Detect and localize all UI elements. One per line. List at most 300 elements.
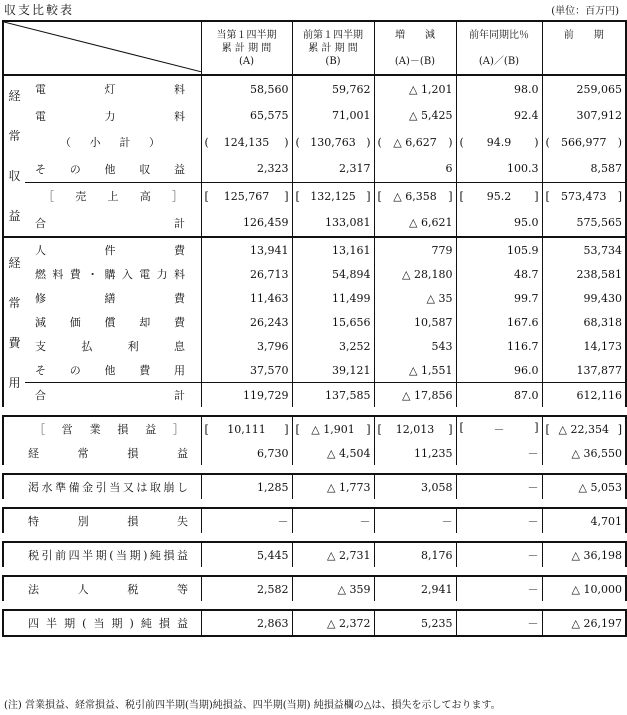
value-cell-3	[374, 358, 456, 383]
value-cell-5	[542, 237, 626, 262]
value-cell-5	[542, 129, 626, 155]
value-cell-2	[292, 129, 374, 155]
row-label-text: その他費用	[35, 364, 185, 377]
value-cell-3	[374, 103, 456, 129]
value-cell-1	[201, 237, 292, 262]
value-cell-2	[292, 310, 374, 334]
value-cell-3	[374, 155, 456, 182]
cell-value: 95.2	[486, 189, 512, 203]
value-cell-5	[542, 75, 626, 103]
cell-value: 2,863	[257, 616, 289, 630]
value-cell-1	[201, 310, 292, 334]
row-label	[25, 262, 201, 286]
value-cell-5	[542, 508, 626, 533]
side-char: 用	[8, 375, 21, 390]
value-cell-4	[456, 209, 542, 237]
cell-value: △ 5,425	[409, 109, 453, 123]
cell-value: △ 1,773	[327, 480, 371, 494]
value-cell-5	[542, 310, 626, 334]
value-cell-3	[374, 75, 456, 103]
value-cell-2	[292, 416, 374, 441]
cell-value: 167.6	[507, 315, 539, 329]
row-label	[25, 209, 201, 237]
value-cell-5	[542, 441, 626, 465]
cell-value: 137,877	[576, 363, 622, 377]
value-cell-4	[456, 286, 542, 310]
cell-value: 13,161	[332, 243, 371, 257]
cell-value: 87.0	[514, 388, 539, 402]
cell-value: 543	[431, 339, 453, 353]
value-cell-5	[542, 286, 626, 310]
cell-value: △ 1,901	[311, 422, 355, 436]
open-bracket: [	[459, 421, 464, 434]
value-cell-4	[456, 383, 542, 408]
cell-value: 13,941	[250, 243, 289, 257]
side-char: 益	[8, 209, 21, 223]
value-cell-4	[456, 610, 542, 636]
value-cell-3	[374, 286, 456, 310]
table-row	[3, 383, 626, 408]
cell-value: 2,582	[257, 582, 289, 596]
value-cell-2	[292, 441, 374, 465]
cell-value: △ 35	[426, 291, 453, 305]
close-bracket: ]	[448, 422, 453, 436]
cell-value: 126,459	[243, 216, 289, 230]
value-cell-4	[456, 508, 542, 533]
cell-value: △ 4,504	[327, 446, 371, 460]
cell-value: －	[527, 617, 539, 630]
row-label	[25, 334, 201, 358]
table-row	[3, 610, 626, 636]
value-cell-5	[542, 383, 626, 408]
value-cell-1	[201, 182, 292, 209]
column-header-line	[543, 42, 626, 55]
cell-value: △ 6,621	[409, 216, 453, 230]
cell-value: 71,001	[332, 109, 371, 123]
row-label	[25, 103, 201, 129]
value-cell-4	[456, 155, 542, 182]
column-header-line: 前第１四半期	[303, 29, 363, 41]
side-char: 常	[8, 129, 21, 143]
diagonal-corner-cell	[3, 21, 201, 75]
cell-value: △ 359	[337, 582, 371, 596]
value-cell-2	[292, 576, 374, 601]
cell-value: 566,977	[561, 135, 607, 149]
cell-value: －	[493, 423, 505, 436]
cell-value: △ 6,627	[393, 135, 437, 149]
row-label-text: 電力料	[35, 109, 185, 123]
value-cell-1	[201, 334, 292, 358]
open-bracket: [	[377, 422, 382, 436]
row-label-text: ［売上高］	[43, 190, 183, 204]
cell-value: 39,121	[332, 363, 371, 377]
value-cell-1	[201, 129, 292, 155]
cell-value: 2,317	[339, 162, 371, 176]
cell-value: 26,243	[250, 315, 289, 329]
value-cell-5	[542, 103, 626, 129]
value-cell-2	[292, 155, 374, 182]
value-cell-2	[292, 610, 374, 636]
side-char: 収	[8, 169, 21, 183]
cell-value: 132,125	[310, 189, 356, 203]
value-cell-2	[292, 182, 374, 209]
row-label-text: 合計	[35, 389, 185, 402]
row-label-text: 減価償却費	[35, 316, 185, 329]
column-header-line: (A)／(B)	[478, 55, 520, 67]
value-cell-5	[542, 610, 626, 636]
cell-value: 137,585	[325, 388, 371, 402]
cell-value: 8,587	[590, 162, 622, 176]
value-cell-1	[201, 358, 292, 383]
column-header-1	[201, 21, 292, 75]
cell-value: 119,729	[243, 388, 289, 402]
cell-value: 6,730	[257, 446, 289, 460]
cell-value: △ 1,201	[409, 82, 453, 96]
close-bracket: ]	[366, 189, 371, 203]
column-header-line: (A)－(B)	[394, 55, 436, 67]
value-cell-4	[456, 542, 542, 567]
column-header-line: 累 計 期 間	[308, 42, 358, 54]
value-cell-2	[292, 542, 374, 567]
row-label	[3, 508, 201, 533]
value-cell-2	[292, 383, 374, 408]
value-cell-4	[456, 129, 542, 155]
value-cell-5	[542, 474, 626, 499]
cell-value: △ 1,551	[409, 363, 453, 377]
side-char: 経	[8, 89, 21, 103]
cell-value: 238,581	[576, 267, 622, 281]
cell-value: 11,499	[332, 291, 371, 305]
row-label	[25, 358, 201, 383]
row-label-text: 税引前四半期(当期)純損益	[28, 549, 188, 562]
value-cell-5	[542, 155, 626, 182]
column-header-line: (B)	[325, 55, 341, 67]
table-row	[3, 209, 626, 237]
open-bracket: (	[377, 135, 382, 149]
cell-value: 100.3	[507, 162, 539, 176]
column-header-line	[543, 55, 626, 68]
value-cell-5	[542, 334, 626, 358]
cell-value: 3,252	[339, 339, 371, 353]
value-cell-4	[456, 310, 542, 334]
cell-value: 116.7	[507, 339, 539, 353]
column-header-2	[292, 21, 374, 75]
value-cell-4	[456, 474, 542, 499]
row-label-text: 支払利息	[35, 340, 185, 353]
table-row	[3, 237, 626, 262]
cell-value: 124,135	[223, 135, 270, 149]
value-cell-1	[201, 209, 292, 237]
expense_group-side-label	[3, 237, 25, 407]
value-cell-1	[201, 542, 292, 567]
close-bracket: ]	[534, 189, 539, 203]
value-cell-4	[456, 103, 542, 129]
value-cell-1	[201, 610, 292, 636]
column-header-line: (A)	[238, 55, 255, 67]
close-bracket: )	[284, 135, 289, 149]
column-header-line	[457, 42, 542, 55]
table-row	[3, 576, 626, 601]
row-label	[3, 576, 201, 601]
value-cell-5	[542, 576, 626, 601]
close-bracket: )	[366, 135, 371, 149]
cell-value: 54,894	[332, 267, 371, 281]
cell-value: 130,763	[310, 135, 356, 149]
cell-value: 3,796	[257, 339, 289, 353]
row-label	[3, 416, 201, 441]
open-bracket: (	[545, 135, 550, 149]
column-header-line: 累 計 期 間	[221, 42, 272, 54]
close-bracket: ]	[617, 189, 622, 203]
cell-value: 92.4	[514, 109, 539, 123]
value-cell-1	[201, 441, 292, 465]
value-cell-4	[456, 358, 542, 383]
table-row	[3, 358, 626, 383]
row-label	[25, 129, 201, 155]
footnote: (注) 営業損益、経常損益、税引前四半期(当期)純損益、四半期(当期) 純損益欄の△は、損失を示しております。	[4, 700, 501, 711]
cell-value: －	[527, 549, 539, 562]
value-cell-4	[456, 416, 542, 441]
value-cell-1	[201, 103, 292, 129]
value-cell-2	[292, 474, 374, 499]
column-header-3	[374, 21, 456, 75]
table-row	[3, 103, 626, 129]
close-bracket: ]	[284, 189, 289, 203]
header-row	[3, 21, 626, 75]
row-label	[3, 474, 201, 499]
close-bracket: )	[448, 135, 453, 149]
cell-value: 53,734	[583, 243, 622, 257]
open-bracket: (	[459, 135, 464, 149]
row-label	[3, 542, 201, 567]
cell-value: 2,323	[257, 162, 289, 176]
cell-value: 48.7	[514, 267, 539, 281]
cell-value: △ 22,354	[558, 422, 609, 436]
open-bracket: [	[377, 189, 382, 203]
value-cell-1	[201, 155, 292, 182]
value-cell-1	[201, 576, 292, 601]
row-label	[25, 383, 201, 408]
cell-value: △ 36,550	[571, 446, 622, 460]
table-row	[3, 286, 626, 310]
cell-value: 99.7	[514, 291, 539, 305]
value-cell-2	[292, 334, 374, 358]
row-label-text: 法人税等	[28, 583, 188, 596]
value-cell-1	[201, 286, 292, 310]
table-row	[3, 129, 626, 155]
row-label-text: ［営業損益］	[34, 423, 184, 436]
column-header-line	[375, 42, 456, 55]
open-bracket: [	[459, 189, 464, 203]
cell-value: 96.0	[514, 363, 539, 377]
row-label-text: 経常損益	[28, 447, 188, 460]
value-cell-5	[542, 182, 626, 209]
table-row	[3, 155, 626, 182]
cell-value: △ 17,856	[402, 388, 453, 402]
cell-value: 4,701	[590, 514, 622, 528]
value-cell-3	[374, 334, 456, 358]
table-row	[3, 262, 626, 286]
table-row	[3, 75, 626, 103]
cell-value: －	[277, 515, 289, 528]
close-bracket: ]	[534, 421, 539, 434]
value-cell-5	[542, 416, 626, 441]
row-label-text: 修繕費	[35, 292, 185, 305]
cell-value: 259,065	[576, 82, 622, 96]
value-cell-3	[374, 129, 456, 155]
side-char: 費	[8, 335, 21, 350]
row-label-text: その他収益	[35, 162, 185, 176]
column-header-line: 前年同期比％	[469, 29, 529, 41]
row-label	[25, 237, 201, 262]
income-comparison-table	[2, 20, 627, 637]
value-cell-4	[456, 576, 542, 601]
cell-value: －	[359, 515, 371, 528]
row-label-text: 電灯料	[35, 83, 185, 97]
close-bracket: )	[617, 135, 622, 149]
value-cell-3	[374, 182, 456, 209]
cell-value: －	[527, 481, 539, 494]
cell-value: 5,445	[257, 548, 289, 562]
value-cell-2	[292, 237, 374, 262]
cell-value: 1,285	[257, 480, 289, 494]
cell-value: △ 5,053	[578, 480, 622, 494]
value-cell-1	[201, 416, 292, 441]
column-header-line: 当第１四半期	[216, 29, 277, 41]
cell-value: 37,570	[250, 363, 289, 377]
cell-value: 3,058	[421, 480, 453, 494]
cell-value: 15,656	[332, 315, 371, 329]
value-cell-3	[374, 576, 456, 601]
cell-value: －	[527, 515, 539, 528]
open-bracket: [	[545, 422, 550, 436]
value-cell-4	[456, 262, 542, 286]
table-row	[3, 474, 626, 499]
cell-value: 307,912	[576, 109, 622, 123]
value-cell-4	[456, 441, 542, 465]
cell-value: △ 10,000	[571, 582, 622, 596]
cell-value: 612,116	[576, 388, 622, 402]
cell-value: 575,565	[576, 216, 622, 230]
cell-value: －	[441, 515, 453, 528]
value-cell-3	[374, 262, 456, 286]
side-char: 常	[8, 295, 21, 310]
cell-value: 94.9	[486, 135, 512, 149]
value-cell-1	[201, 262, 292, 286]
row-label	[3, 610, 201, 636]
open-bracket: [	[295, 422, 300, 436]
close-bracket: ]	[284, 422, 289, 436]
row-label-text: 渇水準備金引当又は取崩し	[28, 481, 188, 494]
value-cell-4	[456, 75, 542, 103]
cell-value: －	[527, 583, 539, 596]
cell-value: 58,560	[250, 82, 289, 96]
revenue_group-side-label	[3, 75, 25, 237]
cell-value: 133,081	[325, 216, 371, 230]
table-title: 収支比較表	[4, 3, 75, 17]
cell-value: △ 36,198	[571, 548, 622, 562]
open-bracket: (	[204, 135, 209, 149]
cell-value: 105.9	[507, 243, 539, 257]
close-bracket: ]	[366, 422, 371, 436]
table-row	[3, 182, 626, 209]
table-row	[3, 334, 626, 358]
row-label-text: （小計）	[60, 136, 160, 150]
cell-value: 11,463	[250, 291, 289, 305]
value-cell-2	[292, 209, 374, 237]
cell-value: 65,575	[250, 109, 289, 123]
value-cell-3	[374, 383, 456, 408]
cell-value: 59,762	[332, 82, 371, 96]
cell-value: 10,111	[227, 422, 266, 436]
cell-value: △ 2,372	[327, 616, 371, 630]
value-cell-3	[374, 416, 456, 441]
value-cell-1	[201, 383, 292, 408]
row-label-text: 特別損失	[28, 515, 188, 528]
value-cell-3	[374, 310, 456, 334]
column-header-4	[456, 21, 542, 75]
value-cell-2	[292, 508, 374, 533]
side-char: 経	[8, 255, 21, 270]
row-label-text: 四半期(当期)純損益	[28, 617, 188, 630]
cell-value: △ 2,731	[327, 548, 371, 562]
value-cell-2	[292, 75, 374, 103]
cell-value: 6	[445, 162, 453, 176]
cell-value: 779	[431, 243, 453, 257]
value-cell-5	[542, 209, 626, 237]
cell-value: 11,235	[414, 446, 453, 460]
open-bracket: [	[204, 422, 209, 436]
cell-value: 99,430	[583, 291, 622, 305]
cell-value: △ 28,180	[402, 267, 453, 281]
cell-value: 125,767	[223, 189, 270, 203]
row-label	[25, 75, 201, 103]
column-header-line: 増 減	[395, 29, 435, 41]
value-cell-3	[374, 610, 456, 636]
cell-value: △ 26,197	[571, 616, 622, 630]
row-label	[25, 155, 201, 182]
value-cell-5	[542, 358, 626, 383]
table-row	[3, 542, 626, 567]
value-cell-3	[374, 441, 456, 465]
value-cell-1	[201, 508, 292, 533]
open-bracket: [	[295, 189, 300, 203]
value-cell-4	[456, 334, 542, 358]
cell-value: 8,176	[421, 548, 453, 562]
close-bracket: )	[534, 135, 539, 149]
row-label	[25, 310, 201, 334]
row-label-text: 合計	[35, 216, 185, 230]
cell-value: 573,473	[561, 189, 607, 203]
value-cell-1	[201, 75, 292, 103]
value-cell-3	[374, 542, 456, 567]
cell-value: 2,941	[421, 582, 453, 596]
cell-value: 10,587	[414, 315, 453, 329]
column-header-line: 前 期	[563, 29, 604, 41]
cell-value: 26,713	[250, 267, 289, 281]
open-bracket: (	[295, 135, 300, 149]
cell-value: 68,318	[583, 315, 622, 329]
table-row	[3, 416, 626, 441]
table-row	[3, 508, 626, 533]
cell-value: 12,013	[395, 422, 435, 436]
cell-value: 5,235	[421, 616, 453, 630]
value-cell-4	[456, 182, 542, 209]
value-cell-3	[374, 508, 456, 533]
row-label	[3, 441, 201, 465]
cell-value: 95.0	[514, 216, 539, 230]
row-label-text: 人件費	[35, 244, 185, 257]
